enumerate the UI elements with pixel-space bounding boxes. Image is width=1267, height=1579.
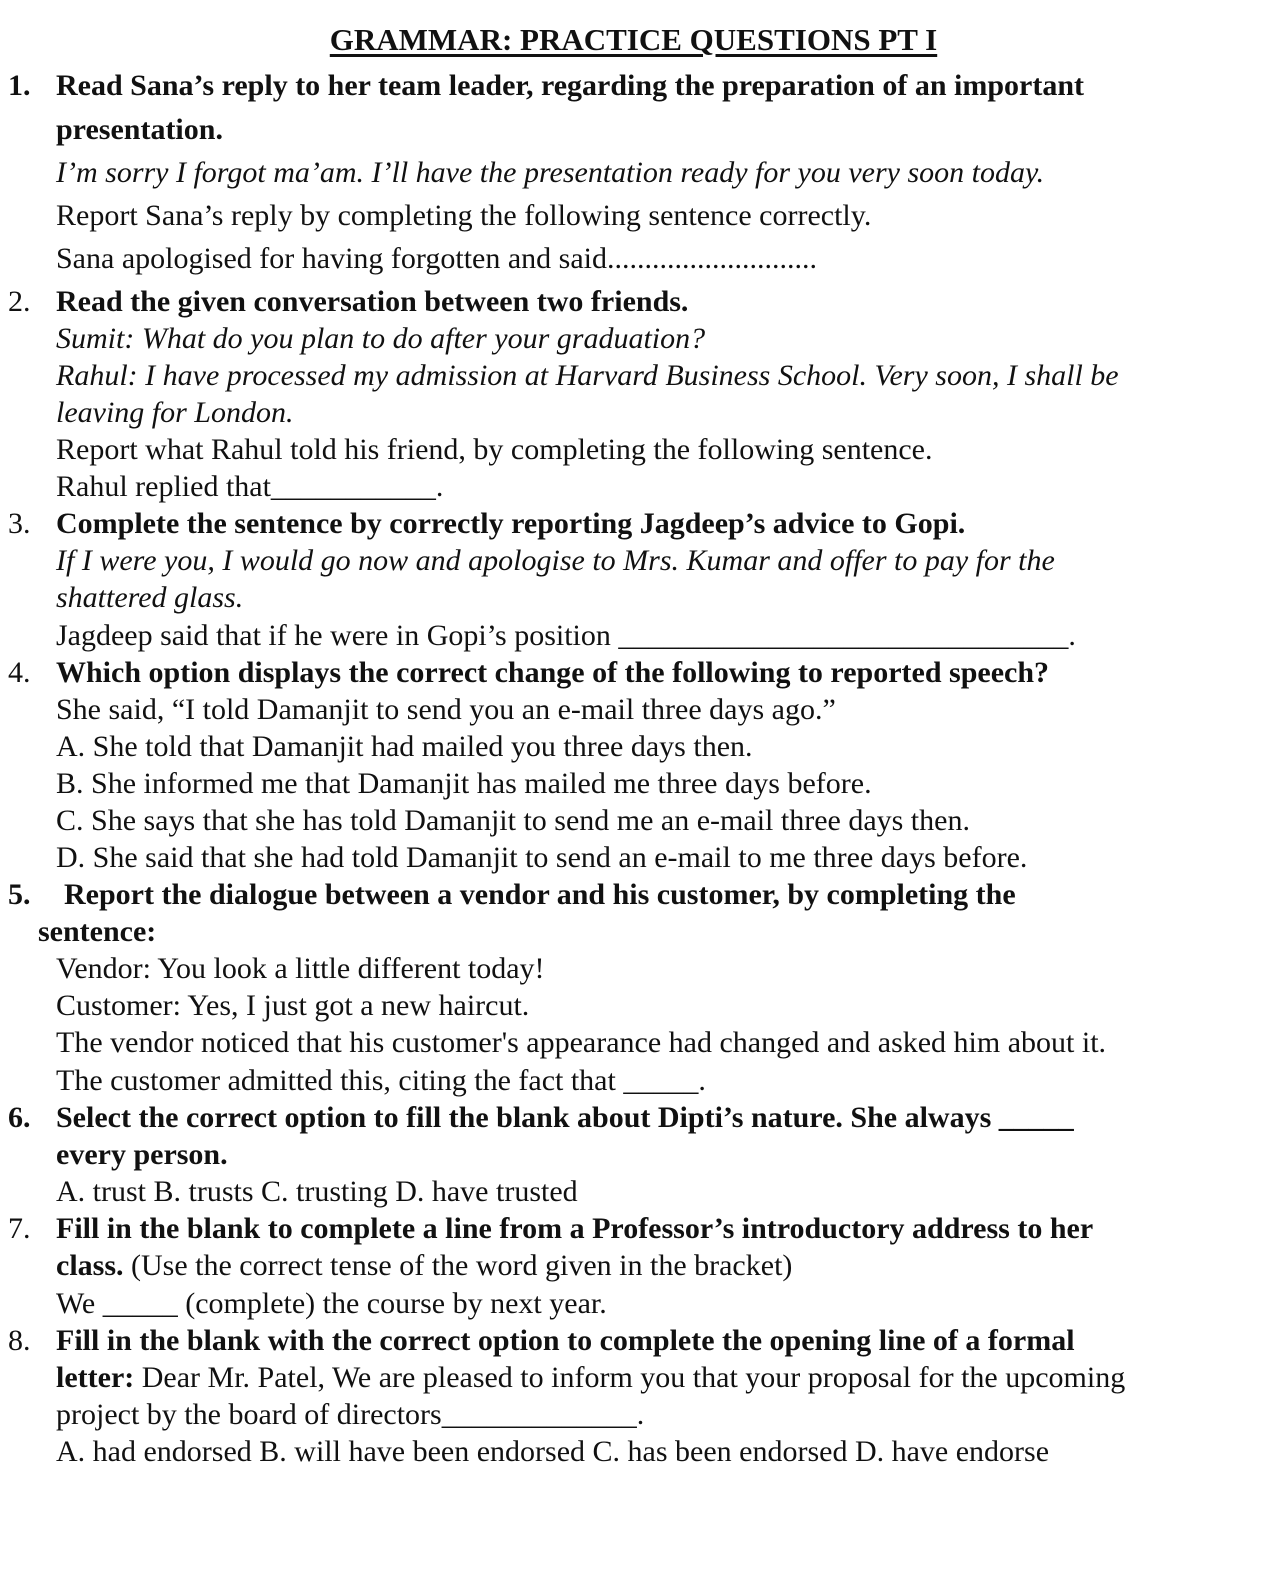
dialogue-line: Customer: Yes, I just got a new haircut. <box>56 989 530 1022</box>
question-prompt-text: Dear Mr. Patel, We are pleased to inform you that your proposal for the upcoming <box>134 1361 1126 1394</box>
question-prompt: Report the dialogue between a vendor and his customer, by completing the <box>64 878 1016 911</box>
question-prompt-bold: class. <box>56 1249 124 1282</box>
question-prompt <box>56 1359 1125 1396</box>
dialogue-line: Rahul: I have processed my admission at Harvard Business School. Very soon, I shall be <box>56 359 1119 392</box>
answer-stem: Rahul replied that___________. <box>56 470 444 503</box>
answer-option: A. She told that Damanjit had mailed you three days then. <box>56 730 753 763</box>
quoted-speech: shattered glass. <box>56 581 244 614</box>
question-prompt: Complete the sentence by correctly reporting Jagdeep’s advice to Gopi. <box>56 507 966 540</box>
question-number: 7. <box>8 1212 31 1245</box>
question-number: 4. <box>8 656 31 689</box>
quoted-speech: If I were you, I would go now and apologise to Mrs. Kumar and offer to pay for the <box>56 544 1055 577</box>
question-prompt-bold: letter: <box>56 1361 135 1394</box>
question-prompt: every person. <box>56 1138 228 1171</box>
answer-stem: Sana apologised for having forgotten and said............................ <box>56 242 817 275</box>
question-prompt-note: (Use the correct tense of the word given in the bracket) <box>123 1249 793 1282</box>
dialogue-line: leaving for London. <box>56 396 294 429</box>
question-prompt: presentation. <box>56 113 223 146</box>
question-instruction: Report what Rahul told his friend, by completing the following sentence. <box>56 433 933 466</box>
question-prompt: sentence: <box>38 915 157 948</box>
answer-stem: We _____ (complete) the course by next year. <box>56 1287 607 1320</box>
question-number: 5. <box>8 878 31 911</box>
question-prompt <box>56 1247 792 1284</box>
question-context: The vendor noticed that his customer's appearance had changed and asked him about it. <box>56 1026 1107 1059</box>
question-number: 2. <box>8 285 31 318</box>
quoted-speech: She said, “I told Damanjit to send you an e-mail three days ago.” <box>56 693 836 726</box>
answer-option: C. She says that she has told Damanjit to send me an e-mail three days then. <box>56 804 970 837</box>
question-number: 1. <box>8 69 31 102</box>
question-instruction: Report Sana’s reply by completing the following sentence correctly. <box>56 199 872 232</box>
page-title: GRAMMAR: PRACTICE QUESTIONS PT I <box>329 22 938 57</box>
question-prompt: Which option displays the correct change of the following to reported speech? <box>56 656 1050 689</box>
question-prompt: Fill in the blank with the correct option to complete the opening line of a formal <box>56 1324 1075 1357</box>
quoted-speech: I’m sorry I forgot ma’am. I’ll have the presentation ready for you very soon today. <box>56 156 1045 189</box>
question-prompt: Read Sana’s reply to her team leader, regarding the preparation of an important <box>56 69 1085 102</box>
answer-stem: project by the board of directors_____________. <box>56 1398 645 1431</box>
question-prompt: Read the given conversation between two friends. <box>56 285 689 318</box>
question-number: 3. <box>8 507 31 540</box>
dialogue-line: Sumit: What do you plan to do after your graduation? <box>56 322 706 355</box>
answer-stem: Jagdeep said that if he were in Gopi’s position ______________________________. <box>56 619 1076 652</box>
answer-options: A. had endorsed B. will have been endorsed C. has been endorsed D. have endorse <box>56 1435 1050 1468</box>
answer-option: B. She informed me that Damanjit has mailed me three days before. <box>56 767 872 800</box>
answer-options: A. trust B. trusts C. trusting D. have trusted <box>56 1175 578 1208</box>
answer-stem: The customer admitted this, citing the fact that _____. <box>56 1064 706 1097</box>
question-prompt: Select the correct option to fill the blank about Dipti’s nature. She always _____ <box>56 1101 1074 1134</box>
question-number: 8. <box>8 1324 31 1357</box>
question-number: 6. <box>8 1101 31 1134</box>
dialogue-line: Vendor: You look a little different today! <box>56 952 545 985</box>
answer-option: D. She said that she had told Damanjit to send an e-mail to me three days before. <box>56 841 1028 874</box>
question-prompt: Fill in the blank to complete a line from a Professor’s introductory address to her <box>56 1212 1094 1245</box>
